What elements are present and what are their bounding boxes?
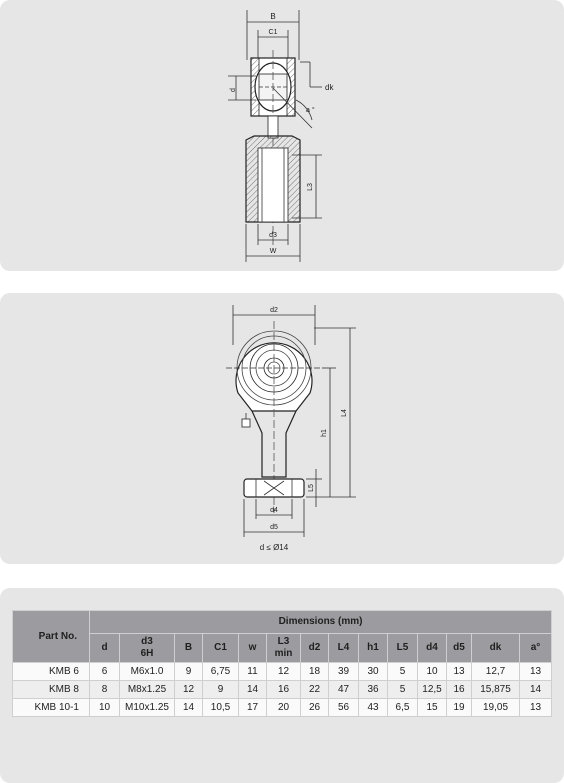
table-cell: M8x1.25 [120,681,175,699]
table-row [13,681,552,699]
table-cell: 13 [447,663,472,681]
front-view-caption: d ≤ Ø14 [259,543,289,552]
table-cell: 16 [267,681,301,699]
front-view-panel [0,293,564,564]
part-number-cell: KMB 6 [13,663,90,681]
column-header-d2: d2 [301,634,329,663]
column-header-d3: d3 6H [120,634,175,663]
table-cell: 6,75 [203,663,239,681]
table-cell: 30 [359,663,388,681]
table-row [13,699,552,717]
table-cell: 17 [239,699,267,717]
dim-label-h1: h1 [321,429,328,437]
dimensions-group-header: Dimensions (mm) [90,611,552,634]
table-cell: 10 [418,663,447,681]
table-cell: 43 [359,699,388,717]
dim-label-dk: dk [325,83,334,92]
table-cell: 19 [447,699,472,717]
table-cell: 15 [418,699,447,717]
table-cell: 12 [175,681,203,699]
table-cell: 5 [388,681,418,699]
column-header-l4: L4 [329,634,359,663]
table-cell: 10,5 [203,699,239,717]
table-cell: 18 [301,663,329,681]
column-header-d5: d5 [447,634,472,663]
dim-label-d5: d5 [270,524,278,531]
dim-label-L5: L5 [308,484,315,492]
table-cell: 20 [267,699,301,717]
table-cell: 56 [329,699,359,717]
dim-label-W: W [269,248,277,255]
table-cell: M10x1.25 [120,699,175,717]
table-cell: 9 [203,681,239,699]
column-header-w: w [239,634,267,663]
table-cell: 9 [175,663,203,681]
part-number-cell: KMB 10-1 [13,699,90,717]
table-cell: 5 [388,663,418,681]
part-no-header: Part No. [13,611,90,663]
dim-label-d3: d3 [269,232,277,239]
table-cell: M6x1.0 [120,663,175,681]
table-cell: 19,05 [472,699,520,717]
column-header-h1: h1 [359,634,388,663]
table-cell: 22 [301,681,329,699]
table-cell: 6 [90,663,120,681]
table-cell: 13 [520,699,552,717]
column-header-c1: C1 [203,634,239,663]
table-row [13,663,552,681]
column-header-l3: L3 min [267,634,301,663]
table-cell: 6,5 [388,699,418,717]
table-cell: 14 [239,681,267,699]
dim-label-d2: d2 [270,307,278,314]
dimensions-table [12,610,552,717]
column-header-row [13,634,552,663]
dim-label-d: d [230,88,237,92]
dim-label-L4: L4 [341,409,348,417]
column-header-d: d [90,634,120,663]
column-header-d4: d4 [418,634,447,663]
dim-label-C1: C1 [268,29,278,36]
front-view-drawing [0,293,564,564]
column-header-dk: dk [472,634,520,663]
table-cell: 12,7 [472,663,520,681]
table-cell: 10 [90,699,120,717]
table-cell: 14 [175,699,203,717]
table-cell: 16 [447,681,472,699]
side-view-drawing [0,0,564,271]
table-cell: 36 [359,681,388,699]
table-cell: 15,875 [472,681,520,699]
side-view-panel [0,0,564,271]
dim-label-L3: L3 [307,183,314,191]
table-cell: 13 [520,663,552,681]
table-body [13,663,552,717]
dim-label-d4: d4 [270,507,278,514]
table-cell: 26 [301,699,329,717]
column-header-l5: L5 [388,634,418,663]
table-cell: 47 [329,681,359,699]
column-header-a: a° [520,634,552,663]
dim-label-angle: a ° [306,107,315,114]
table-cell: 12 [267,663,301,681]
table-cell: 39 [329,663,359,681]
column-header-b: B [175,634,203,663]
part-number-cell: KMB 8 [13,681,90,699]
table-cell: 8 [90,681,120,699]
table-cell: 11 [239,663,267,681]
table-cell: 12,5 [418,681,447,699]
dim-label-B: B [270,12,276,21]
table-cell: 14 [520,681,552,699]
